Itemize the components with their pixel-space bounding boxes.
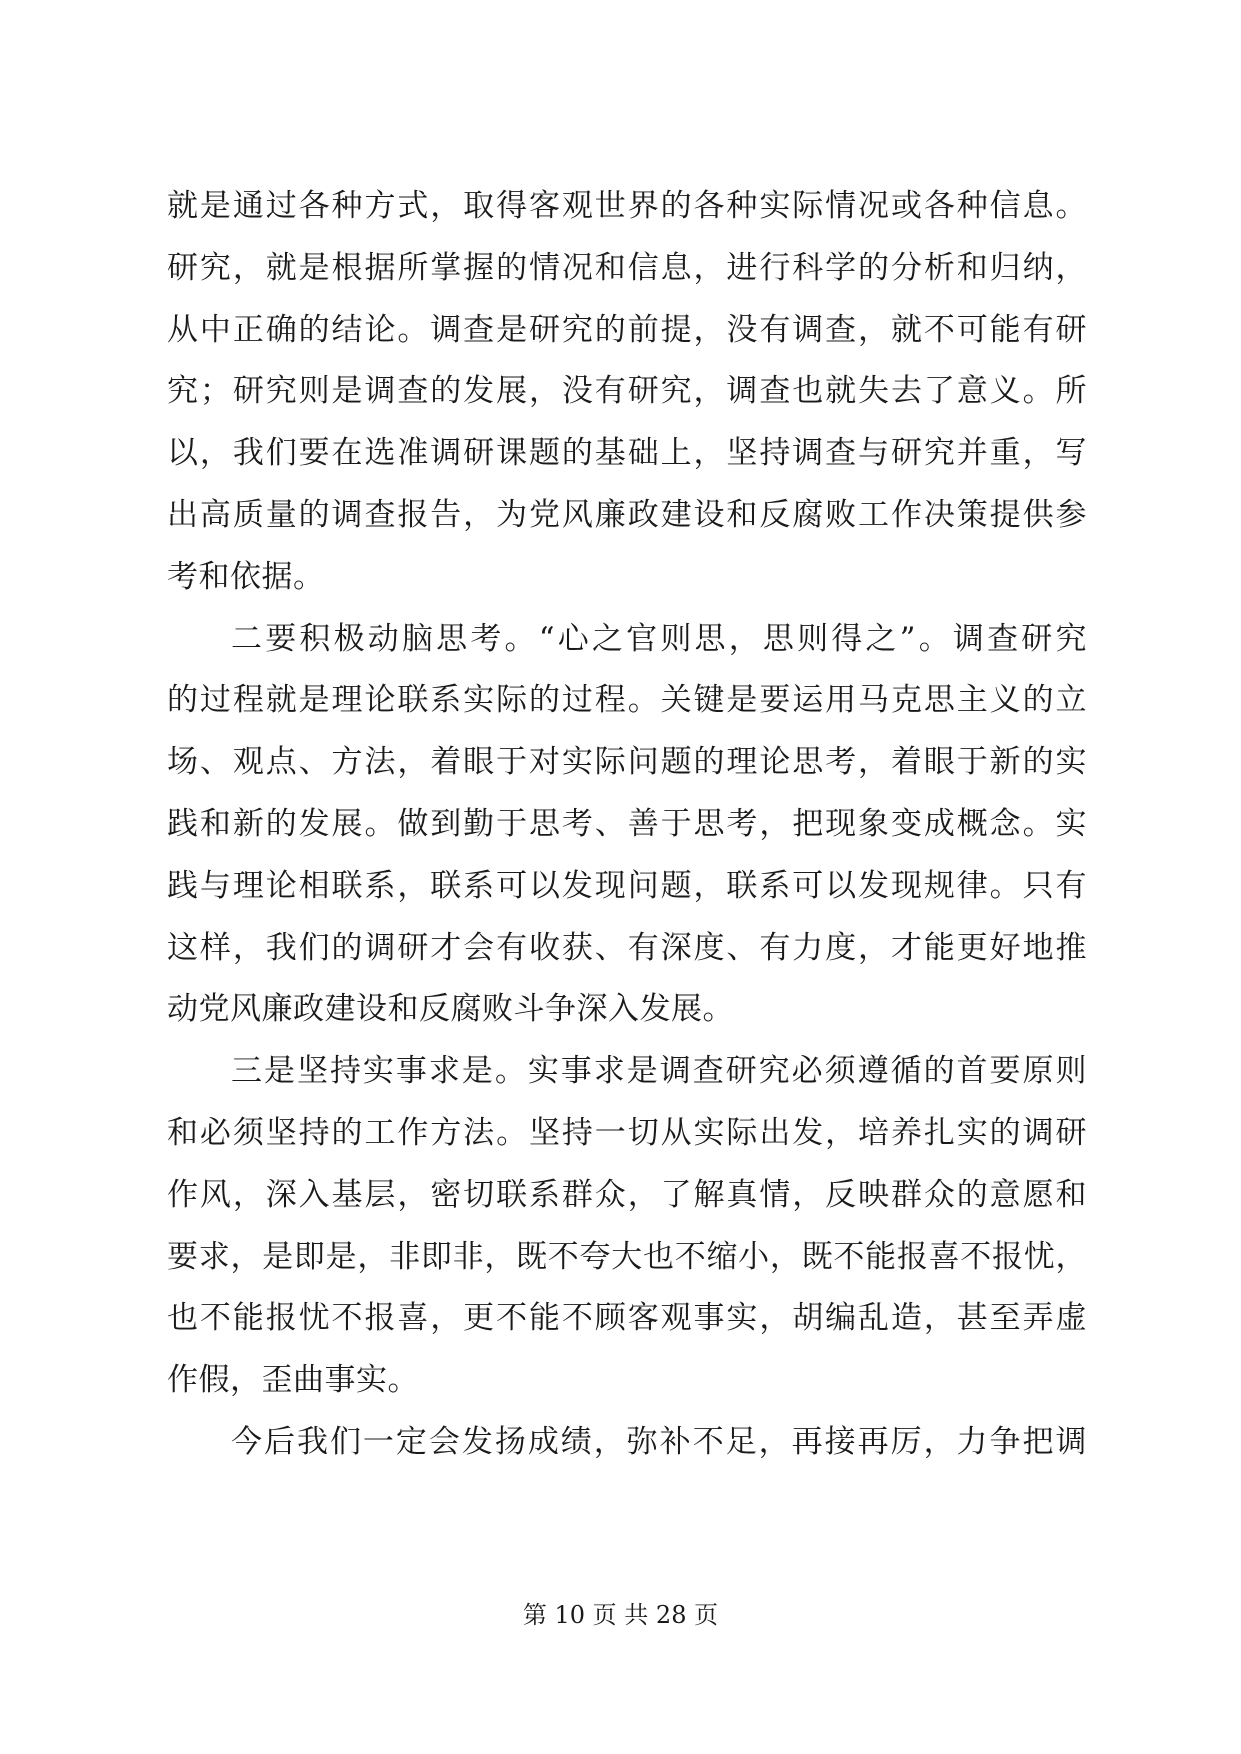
text-line: 以，我们要在选准调研课题的基础上，坚持调查与研究并重，写 — [167, 435, 1087, 472]
text-line: 的过程就是理论联系实际的过程。关键是要运用马克思主义的立 — [167, 682, 1087, 719]
text-line: 二要积极动脑思考。“心之官则思，思则得之”。调查研究 — [231, 620, 1087, 657]
text-line: 作风，深入基层，密切联系群众，了解真情，反映群众的意愿和 — [167, 1176, 1087, 1213]
text-line: 动党风廉政建设和反腐败斗争深入发展。 — [167, 991, 734, 1028]
text-line: 作假，歪曲事实。 — [167, 1362, 419, 1399]
text-line: 出高质量的调查报告，为党风廉政建设和反腐败工作决策提供参 — [167, 496, 1087, 533]
text-line: 要求，是即是，非即非，既不夸大也不缩小，既不能报喜不报忧， — [167, 1238, 1087, 1275]
body-text — [167, 176, 1087, 1474]
text-line: 践和新的发展。做到勤于思考、善于思考，把现象变成概念。实 — [167, 805, 1087, 842]
text-line: 践与理论相联系，联系可以发现问题，联系可以发现规律。只有 — [167, 867, 1087, 904]
text-line: 今后我们一定会发扬成绩，弥补不足，再接再厉，力争把调 — [231, 1423, 1087, 1460]
text-line: 研究，就是根据所掌握的情况和信息，进行科学的分析和归纳， — [167, 249, 1087, 286]
text-line: 也不能报忧不报喜，更不能不顾客观事实，胡编乱造，甚至弄虚 — [167, 1300, 1087, 1337]
text-line: 和必须坚持的工作方法。坚持一切从实际出发，培养扎实的调研 — [167, 1114, 1087, 1151]
text-line: 这样，我们的调研才会有收获、有深度、有力度，才能更好地推 — [167, 929, 1087, 966]
text-line: 三是坚持实事求是。实事求是调查研究必须遵循的首要原则 — [231, 1053, 1087, 1090]
text-line: 场、观点、方法，着眼于对实际问题的理论思考，着眼于新的实 — [167, 744, 1087, 781]
text-line: 就是通过各种方式，取得客观世界的各种实际情况或各种信息。 — [167, 188, 1087, 224]
page-footer: 第 10 页 共 28 页 — [522, 1601, 719, 1629]
text-line: 从中正确的结论。调查是研究的前提，没有调查，就不可能有研 — [167, 311, 1087, 348]
text-line: 究；研究则是调查的发展，没有研究，调查也就失去了意义。所 — [167, 373, 1087, 410]
text-line: 考和依据。 — [167, 558, 325, 595]
